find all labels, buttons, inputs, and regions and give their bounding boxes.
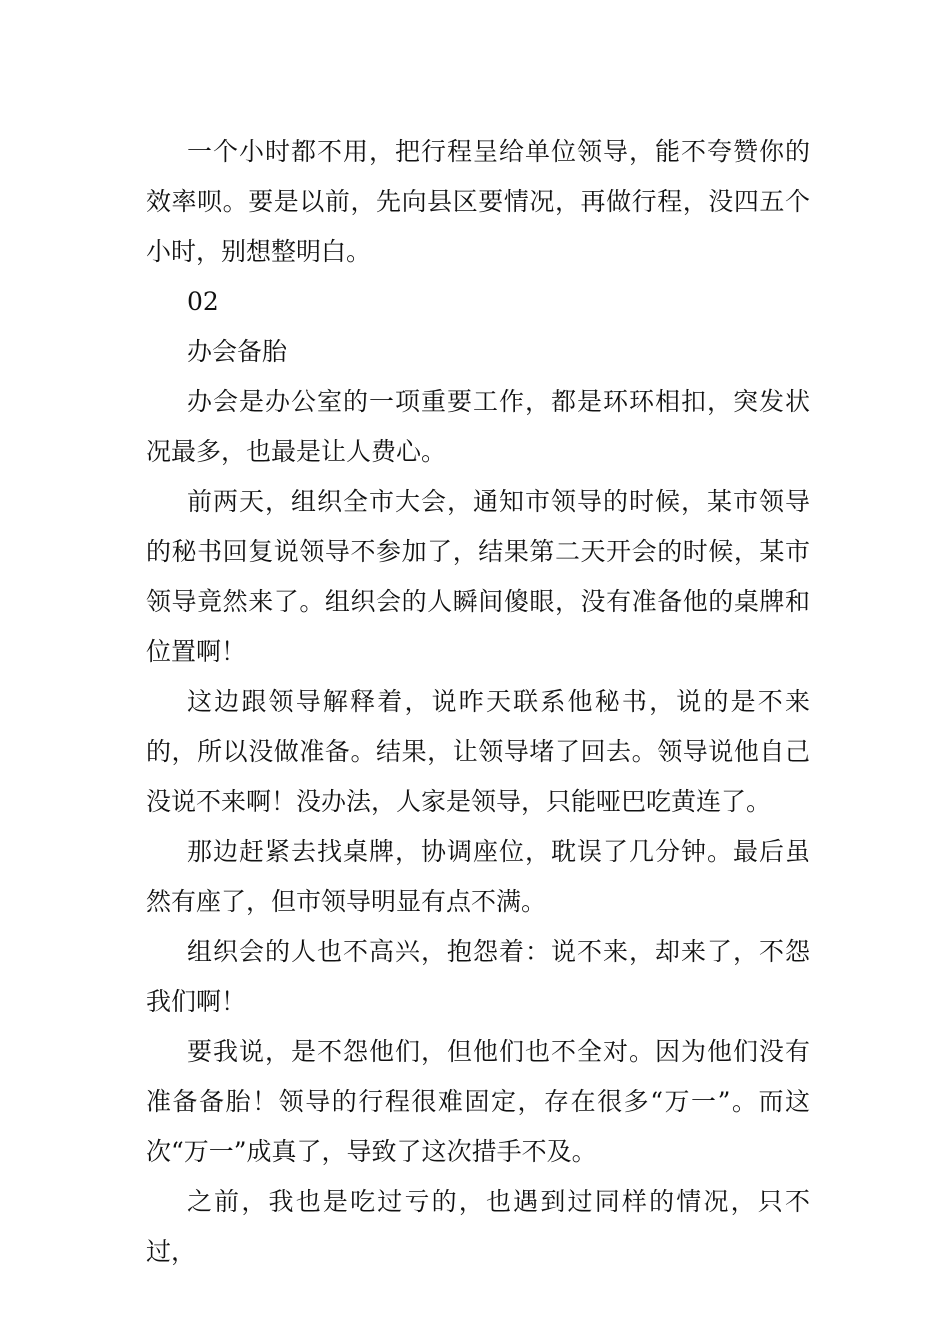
paragraph: 前两天，组织全市大会，通知市领导的时候，某市领导的秘书回复说领导不参加了，结果第二天开会的时候，某市领导竟然来了。组织会的人瞬间傻眼，没有准备他的桌牌和位置啊！ — [146, 487, 810, 666]
paragraph: 办会是办公室的一项重要工作，都是环环相扣，突发状况最多，也最是让人费心。 — [146, 387, 810, 466]
paragraph: 之前，我也是吃过亏的，也遇到过同样的情况，只不过， — [146, 1187, 810, 1266]
paragraph: 这边跟领导解释着，说昨天联系他秘书，说的是不来的，所以没做准备。结果，让领导堵了回去。领导说他自己没说不来啊！没办法，人家是领导，只能哑巴吃黄连了。 — [146, 687, 810, 816]
paragraph: 组织会的人也不高兴，抱怨着：说不来，却来了，不怨我们啊！ — [146, 937, 810, 1016]
section-number: 02 — [187, 287, 219, 316]
section-heading: 办会备胎 — [187, 337, 288, 366]
article-body — [146, 127, 810, 1277]
paragraph: 那边赶紧去找桌牌，协调座位，耽误了几分钟。最后虽然有座了，但市领导明显有点不满。 — [146, 837, 810, 916]
paragraph: 要我说，是不怨他们，但他们也不全对。因为他们没有准备备胎！领导的行程很难固定，存在很多“万一”。而这次“万一”成真了，导致了这次措手不及。 — [146, 1037, 810, 1166]
paragraph-continuation: 一个小时都不用，把行程呈给单位领导，能不夸赞你的效率呗。要是以前，先向县区要情况，再做行程，没四五个小时，别想整明白。 — [146, 137, 810, 266]
